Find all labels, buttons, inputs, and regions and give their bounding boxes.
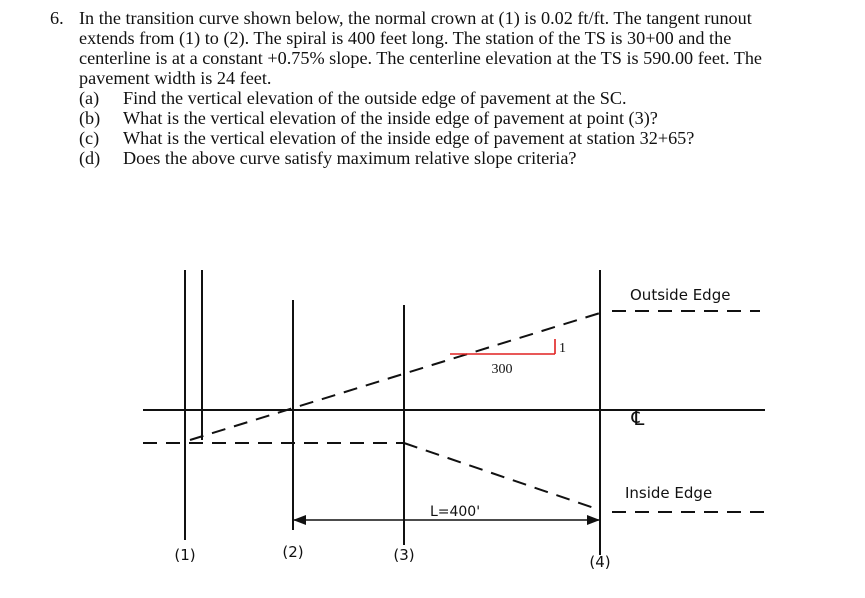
part-c [52, 128, 842, 148]
part-b [52, 108, 842, 128]
part-d [52, 148, 842, 168]
problem-line-4: pavement width is 24 feet. [79, 68, 272, 88]
point-label-4: (4) [589, 553, 611, 571]
part-c-text: What is the vertical elevation of the inside edge of pavement at station 32+65? [123, 128, 695, 148]
length-arrow-left [293, 515, 306, 525]
outside-edge-transition [190, 313, 600, 440]
problem-text-1: In the transition curve shown below, the normal crown at (1) is 0.02 ft/ft. The tangent runout [79, 8, 752, 28]
point-label-3: (3) [393, 546, 415, 564]
point-label-1: (1) [174, 546, 196, 564]
problem-statement [52, 8, 842, 168]
part-b-text: What is the vertical elevation of the inside edge of pavement at point (3)? [123, 108, 658, 128]
part-d-tag: (d) [79, 148, 101, 168]
centerline-symbol: ℄ [631, 406, 645, 430]
slope-rise-label: 1 [559, 341, 566, 356]
part-b-tag: (b) [79, 108, 101, 128]
problem-line-2: extends from (1) to (2). The spiral is 400 feet long. The station of the TS is 30+00 and the [79, 28, 732, 48]
part-d-text: Does the above curve satisfy maximum relative slope criteria? [123, 148, 577, 168]
superelevation-diagram [0, 200, 865, 598]
problem-line-3: centerline is at a constant +0.75% slope. The centerline elevation at the TS is 590.00 feet. The [79, 48, 762, 68]
slope-run-label: 300 [491, 362, 513, 377]
part-a-text: Find the vertical elevation of the outside edge of pavement at the SC. [123, 88, 627, 108]
inside-edge-label: Inside Edge [625, 484, 713, 502]
problem-number: 6. [50, 8, 64, 28]
length-label: L=400' [429, 504, 481, 520]
part-a-tag: (a) [79, 88, 100, 108]
problem-line-1 [52, 8, 842, 28]
outside-edge-label: Outside Edge [630, 286, 731, 304]
point-label-2: (2) [282, 543, 304, 561]
part-c-tag: (c) [79, 128, 100, 148]
part-a [52, 88, 842, 108]
inside-edge-transition [404, 443, 600, 510]
length-arrow-right [587, 515, 600, 525]
